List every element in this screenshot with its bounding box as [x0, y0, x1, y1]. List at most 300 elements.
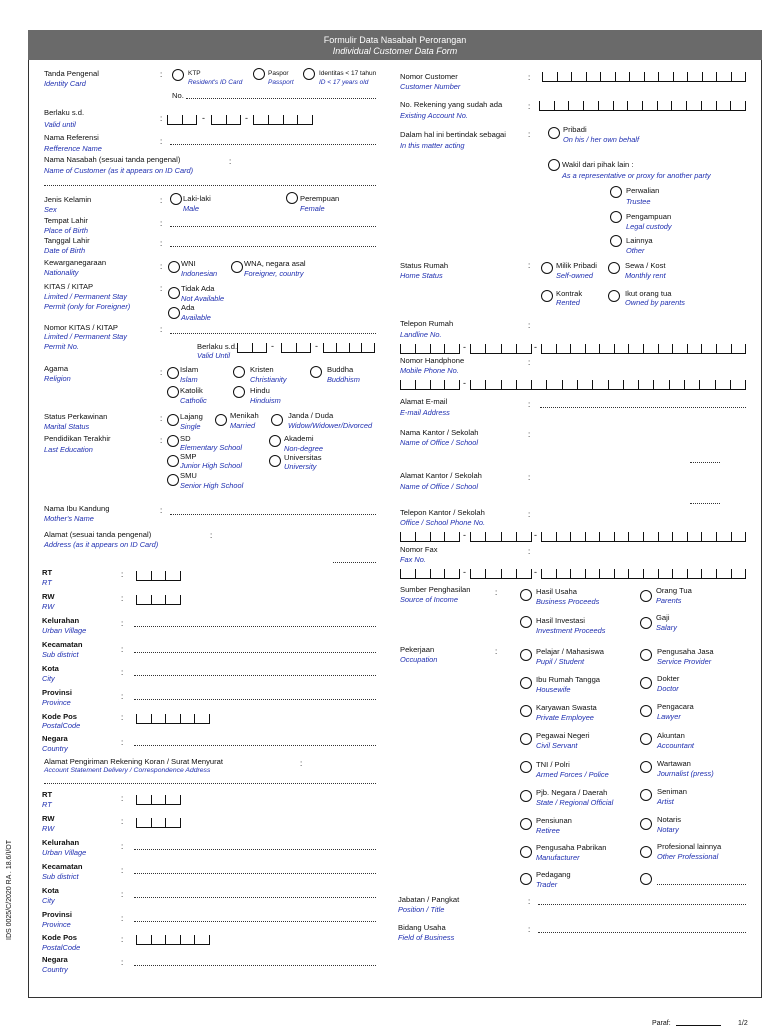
parents-home-radio[interactable] — [608, 290, 620, 302]
office-phone-label: Telepon Kantor / Sekolah — [400, 508, 485, 517]
rt-label-en: RT — [42, 578, 52, 587]
customer-name-label: Nama Nasabah (sesuai tanda pengenal) — [44, 155, 181, 164]
married-label-en: Married — [230, 421, 256, 430]
single-label: Lajang — [180, 412, 203, 421]
elementary-radio[interactable] — [167, 435, 179, 447]
kitas-valid-year[interactable] — [323, 343, 375, 353]
office-name-label: Nama Kantor / Sekolah — [400, 428, 479, 437]
landline-number[interactable] — [541, 344, 746, 354]
mailing-address-label: Alamat Pengiriman Rekening Koran / Surat Menyurat — [44, 757, 223, 766]
widowed-radio[interactable] — [271, 414, 283, 426]
trustee-label: Perwalian — [626, 186, 660, 195]
senior-high-label: SMU — [180, 471, 197, 480]
identity-label: Tanda Pengenal — [44, 69, 99, 78]
kitas-available-label-en: Available — [181, 313, 211, 322]
district-field[interactable] — [134, 652, 376, 653]
notary-label: Notaris — [657, 815, 682, 824]
kitas-valid-day[interactable] — [237, 343, 267, 353]
occupation-label: Pekerjaan — [400, 645, 435, 654]
office-name-label-en: Name of Office / School — [400, 438, 479, 447]
education-label: Pendidikan Terakhir — [44, 434, 111, 443]
artist-label-en: Artist — [657, 797, 674, 806]
service-provider-label: Pengusaha Jasa — [657, 647, 714, 656]
elementary-label: SD — [180, 434, 191, 443]
page-number: 1/2 — [738, 1020, 748, 1027]
rent-radio[interactable] — [608, 262, 620, 274]
salary-radio[interactable] — [640, 617, 652, 629]
notary-label-en: Notary — [657, 825, 679, 834]
buddha-label-en: Buddhism — [327, 375, 360, 384]
birthdate-field[interactable] — [170, 246, 376, 247]
birthplace-label-en: Place of Birth — [44, 226, 88, 235]
city-label: Kota — [42, 664, 59, 673]
proxy-label-en: As a representative or proxy for another party — [562, 171, 711, 180]
civil-servant-radio[interactable] — [520, 733, 532, 745]
mail-postal-field[interactable] — [136, 935, 210, 945]
reference-label: Nama Referensi — [44, 133, 99, 142]
rented-radio[interactable] — [541, 290, 553, 302]
wni-label-en: Indonesian — [181, 269, 218, 278]
accountant-label: Akuntan — [657, 731, 685, 740]
housewife-label-en: Housewife — [536, 685, 571, 694]
manufacturer-label: Pengusaha Pabrikan — [536, 843, 607, 852]
province-field[interactable] — [134, 699, 376, 700]
mail-rt-label-en: RT — [42, 800, 52, 809]
parents-home-label: Ikut orang tua — [625, 289, 672, 298]
business-field-label: Bidang Usaha — [398, 923, 446, 932]
reference-field[interactable] — [170, 144, 376, 145]
self-owned-radio[interactable] — [541, 262, 553, 274]
civil-servant-label: Pegawai Negeri — [536, 731, 590, 740]
kitas-number-label: Nomor KITAS / KITAP — [44, 323, 118, 332]
mailing-address-field[interactable] — [44, 783, 376, 784]
income-source-label-en: Source of Income — [400, 595, 458, 604]
nationality-label: Kewarganegaraan — [44, 258, 107, 267]
occupation-label-en: Occupation — [400, 655, 438, 664]
mail-village-field[interactable] — [134, 849, 376, 850]
province-label-en: Province — [42, 698, 71, 707]
email-label: Alamat E-mail — [400, 397, 448, 406]
country-label-en: Country — [42, 744, 68, 753]
passport-label-en: Passport — [268, 79, 294, 86]
office-phone-prefix[interactable] — [470, 532, 532, 542]
own-behalf-label: Pribadi — [563, 125, 587, 134]
other-proxy-label-en: Other — [626, 246, 645, 255]
other-proxy-radio[interactable] — [610, 235, 622, 247]
valid-until-year[interactable] — [253, 115, 313, 125]
own-behalf-label-en: On his / her own behalf — [563, 135, 640, 144]
journalist-label-en: Journalist (press) — [657, 769, 714, 778]
academy-radio[interactable] — [269, 435, 281, 447]
other-proxy-label: Lainnya — [626, 236, 653, 245]
other-professional-label: Profesional lainnya — [657, 842, 722, 851]
form-code: IDS 0025/C/2020 RA . 18.6/I/OT — [6, 840, 13, 940]
proxy-label: Wakil dari pihak lain : — [562, 160, 634, 169]
valid-until-month[interactable] — [211, 115, 241, 125]
passport-radio[interactable] — [253, 68, 265, 80]
lawyer-label: Pengacara — [657, 702, 694, 711]
islam-label-en: Islam — [180, 375, 198, 384]
male-label: Laki-laki — [183, 194, 211, 203]
identity-label-en: Identity Card — [44, 79, 86, 88]
existing-account-label-en: Existing Account No. — [400, 111, 468, 120]
mail-postal-label-en: PostalCode — [42, 943, 81, 952]
christian-label: Kristen — [250, 365, 274, 374]
rt-field[interactable] — [136, 571, 181, 581]
accountant-label-en: Accountant — [657, 741, 694, 750]
income-source-label: Sumber Penghasilan — [400, 585, 471, 594]
other-professional-radio[interactable] — [640, 846, 652, 858]
service-provider-label-en: Service Provider — [657, 657, 712, 666]
private-employee-label-en: Private Employee — [536, 713, 594, 722]
police-label-en: Armed Forces / Police — [536, 770, 609, 779]
mail-province-label-en: Province — [42, 920, 71, 929]
salary-label: Gaji — [656, 613, 670, 622]
student-label: Pelajar / Mahasiswa — [536, 647, 604, 656]
junior-high-label-en: Junior High School — [180, 461, 243, 470]
hindu-label: Hindu — [250, 386, 270, 395]
district-label-en: Sub district — [42, 650, 79, 659]
religion-label-en: Religion — [44, 374, 71, 383]
marital-label: Status Perkawinan — [44, 412, 108, 421]
senior-high-radio[interactable] — [167, 474, 179, 486]
id-number-label: No. — [172, 91, 184, 100]
mail-district-label-en: Sub district — [42, 872, 79, 881]
mother-name-label-en: Mother's Name — [44, 514, 94, 523]
junior-high-radio[interactable] — [167, 455, 179, 467]
province-label: Provinsi — [42, 688, 72, 697]
minor-id-label-en: ID < 17 years old — [319, 79, 369, 86]
sex-label-en: Sex — [44, 205, 57, 214]
office-name-field[interactable] — [690, 462, 720, 463]
valid-until-day[interactable] — [167, 115, 197, 125]
form-header — [28, 30, 762, 60]
parents-home-label-en: Owned by parents — [625, 298, 685, 307]
kitas-available-radio[interactable] — [168, 307, 180, 319]
nationality-label-en: Nationality — [44, 268, 79, 277]
private-employee-label: Karyawan Swasta — [536, 703, 597, 712]
self-owned-label-en: Self-owned — [556, 271, 593, 280]
parents-income-label: Orang Tua — [656, 586, 692, 595]
manufacturer-label-en: Manufacturer — [536, 853, 580, 862]
kitas-none-label: Tidak Ada — [181, 284, 215, 293]
office-phone-number[interactable] — [541, 532, 746, 542]
birthplace-label: Tempat Lahir — [44, 216, 88, 225]
district-label: Kecamatan — [42, 640, 83, 649]
position-field[interactable] — [538, 904, 746, 905]
custody-radio[interactable] — [610, 211, 622, 223]
position-label-en: Position / Title — [398, 905, 445, 914]
artist-label: Seniman — [657, 787, 687, 796]
customer-number-label: Nomor Customer — [400, 72, 458, 81]
single-label-en: Single — [180, 422, 201, 431]
valid-until-label: Berlaku s.d. — [44, 108, 85, 117]
housewife-radio[interactable] — [520, 677, 532, 689]
widowed-label-en: Widow/Widower/Divorced — [288, 421, 373, 430]
mail-rw-label-en: RW — [42, 824, 55, 833]
business-field-field[interactable] — [538, 932, 746, 933]
mail-province-field[interactable] — [134, 921, 376, 922]
landline-label-en: Landline No. — [400, 330, 442, 339]
catholic-radio[interactable] — [167, 386, 179, 398]
birthdate-label-en: Date of Birth — [44, 246, 86, 255]
customer-name-field[interactable] — [44, 185, 376, 186]
university-radio[interactable] — [269, 455, 281, 467]
male-radio[interactable] — [170, 193, 182, 205]
mail-rw-label: RW — [42, 814, 55, 823]
reference-label-en: Refference Name — [44, 144, 102, 153]
business-proceeds-label-en: Business Proceeds — [536, 597, 600, 606]
notary-radio[interactable] — [640, 818, 652, 830]
investment-radio[interactable] — [520, 616, 532, 628]
police-label: TNI / Polri — [536, 760, 570, 769]
paraf-field[interactable] — [676, 1025, 721, 1026]
retiree-radio[interactable] — [520, 818, 532, 830]
student-radio[interactable] — [520, 649, 532, 661]
kitas-none-label-en: Not Available — [181, 294, 225, 303]
existing-account-field[interactable] — [539, 101, 746, 111]
lawyer-label-en: Lawyer — [657, 712, 681, 721]
kitas-valid-label-en: Valid Until — [197, 351, 230, 360]
form-title: Formulir Data Nasabah Perorangan — [323, 35, 467, 45]
email-label-en: E-mail Address — [400, 408, 450, 417]
trader-label: Pedagang — [536, 870, 571, 879]
customer-name-label-en: Name of Customer (as it appears on ID Card) — [44, 166, 194, 175]
mother-name-field[interactable] — [170, 514, 376, 515]
trader-radio[interactable] — [520, 873, 532, 885]
trader-label-en: Trader — [536, 880, 558, 889]
customer-number-label-en: Customer Number — [400, 82, 461, 91]
wna-radio[interactable] — [231, 261, 243, 273]
landline-prefix[interactable] — [470, 344, 532, 354]
senior-high-label-en: Senior High School — [180, 481, 244, 490]
female-label-en: Female — [300, 204, 325, 213]
christian-radio[interactable] — [233, 366, 245, 378]
manufacturer-radio[interactable] — [520, 846, 532, 858]
mail-rt-field[interactable] — [136, 795, 181, 805]
minor-id-label: Identitas < 17 tahun — [319, 70, 377, 77]
mobile-number[interactable] — [470, 380, 746, 390]
state-official-radio[interactable] — [520, 790, 532, 802]
landline-area[interactable] — [400, 344, 460, 354]
address-label: Alamat (sesuai tanda pengenal) — [44, 530, 152, 539]
postal-field[interactable] — [136, 714, 210, 724]
mail-country-label: Negara — [42, 955, 68, 964]
islam-label: Islam — [180, 365, 199, 374]
wna-label-en: Foreigner, country — [244, 269, 304, 278]
rented-label: Kontrak — [556, 289, 583, 298]
education-label-en: Last Education — [44, 445, 93, 454]
mail-city-field[interactable] — [134, 897, 376, 898]
kitas-label-en2: Permit (only for Foreigner) — [44, 302, 131, 311]
service-provider-radio[interactable] — [640, 649, 652, 661]
investment-label-en: Investment Proceeds — [536, 626, 606, 635]
valid-until-label-en: Valid until — [44, 120, 76, 129]
rw-label-en: RW — [42, 602, 55, 611]
state-official-label-en: State / Regional Official — [536, 798, 614, 807]
minor-id-radio[interactable] — [303, 68, 315, 80]
postal-label-en: PostalCode — [42, 721, 81, 730]
office-address-label-en: Name of Office / School — [400, 482, 479, 491]
mail-village-label-en: Urban Village — [42, 848, 87, 857]
mail-province-label: Provinsi — [42, 910, 72, 919]
mail-rt-label: RT — [42, 790, 53, 799]
student-label-en: Pupil / Student — [536, 657, 585, 666]
retiree-label-en: Retiree — [536, 826, 560, 835]
rw-field[interactable] — [136, 595, 181, 605]
mail-postal-label: Kode Pos — [42, 933, 78, 942]
sex-label: Jenis Kelamin — [44, 195, 92, 204]
office-phone-label-en: Office / School Phone No. — [400, 518, 486, 527]
birthplace-field[interactable] — [170, 226, 376, 227]
position-label: Jabatan / Pangkat — [398, 895, 460, 904]
buddha-label: Buddha — [327, 365, 354, 374]
existing-account-label: No. Rekening yang sudah ada — [400, 100, 503, 109]
custody-label-en: Legal custody — [626, 222, 672, 231]
rw-label: RW — [42, 592, 55, 601]
mail-rw-field[interactable] — [136, 818, 181, 828]
wni-radio[interactable] — [168, 261, 180, 273]
mother-name-label: Nama Ibu Kandung — [44, 504, 110, 513]
islam-radio[interactable] — [167, 367, 179, 379]
female-radio[interactable] — [286, 192, 298, 204]
other-occupation-radio[interactable] — [640, 873, 652, 885]
hindu-label-en: Hinduism — [250, 396, 281, 405]
customer-number-field[interactable] — [542, 72, 746, 82]
ktp-label: KTP — [188, 70, 201, 77]
male-label-en: Male — [183, 204, 200, 213]
civil-servant-label-en: Civil Servant — [536, 741, 578, 750]
kitas-valid-label: Berlaku s.d. — [197, 342, 238, 351]
mail-village-label: Kelurahan — [42, 838, 80, 847]
private-employee-radio[interactable] — [520, 705, 532, 717]
police-radio[interactable] — [520, 761, 532, 773]
address-field[interactable] — [333, 562, 376, 563]
kitas-number-field[interactable] — [170, 333, 376, 334]
fax-number[interactable] — [541, 569, 746, 579]
business-field-label-en: Field of Business — [398, 933, 455, 942]
widowed-label: Janda / Duda — [288, 411, 334, 420]
mail-district-label: Kecamatan — [42, 862, 83, 871]
artist-radio[interactable] — [640, 789, 652, 801]
mail-country-label-en: Country — [42, 965, 68, 974]
trustee-label-en: Trustee — [626, 197, 651, 206]
mobile-label-en: Mobile Phone No. — [400, 366, 459, 375]
birthdate-label: Tanggal Lahir — [44, 236, 90, 245]
rented-label-en: Rented — [556, 298, 580, 307]
retiree-label: Pensiunan — [536, 816, 572, 825]
custody-label: Pengampuan — [626, 212, 672, 221]
salary-label-en: Salary — [656, 623, 677, 632]
kitas-number-label-en2: Permit No. — [44, 342, 79, 351]
kitas-number-label-en1: Limited / Permanent Stay — [44, 332, 127, 341]
female-label: Perempuan — [300, 194, 340, 203]
buddha-radio[interactable] — [310, 366, 322, 378]
doctor-radio[interactable] — [640, 677, 652, 689]
catholic-label-en: Catholic — [180, 396, 207, 405]
paraf-label: Paraf: — [652, 1020, 671, 1027]
self-owned-label: Milik Pribadi — [556, 261, 597, 270]
address-label-en: Address (as it appears on ID Card) — [44, 540, 159, 549]
academy-label-en: Non-degree — [284, 444, 324, 453]
postal-label: Kode Pos — [42, 712, 78, 721]
journalist-radio[interactable] — [640, 761, 652, 773]
city-label-en: City — [42, 674, 55, 683]
wni-label: WNI — [181, 259, 196, 268]
ktp-label-en: Resident's ID Card — [188, 79, 243, 86]
single-radio[interactable] — [167, 414, 179, 426]
housewife-label: Ibu Rumah Tangga — [536, 675, 601, 684]
office-phone-area[interactable] — [400, 532, 460, 542]
ktp-radio[interactable] — [172, 69, 184, 81]
investment-label: Hasil Investasi — [536, 616, 585, 625]
office-address-field[interactable] — [690, 503, 720, 504]
mail-city-label: Kota — [42, 886, 59, 895]
catholic-label: Katolik — [180, 386, 203, 395]
parents-income-radio[interactable] — [640, 590, 652, 602]
wna-label: WNA, negara asal — [244, 259, 306, 268]
village-field[interactable] — [134, 626, 376, 627]
acting-as-label-en: In this matter acting — [400, 141, 465, 150]
mobile-prefix[interactable] — [400, 380, 460, 390]
accountant-radio[interactable] — [640, 733, 652, 745]
home-status-label-en: Home Status — [400, 271, 443, 280]
kitas-valid-month[interactable] — [281, 343, 311, 353]
journalist-label: Wartawan — [657, 759, 691, 768]
fax-area[interactable] — [400, 569, 460, 579]
other-professional-label-en: Other Professional — [657, 852, 719, 861]
religion-label: Agama — [44, 364, 69, 373]
trustee-radio[interactable] — [610, 186, 622, 198]
doctor-label: Dokter — [657, 674, 680, 683]
hindu-radio[interactable] — [233, 386, 245, 398]
fax-label: Nomor Fax — [400, 545, 438, 554]
state-official-label: Pjb. Negara / Daerah — [536, 788, 608, 797]
parents-income-label-en: Parents — [656, 596, 682, 605]
business-proceeds-radio[interactable] — [520, 589, 532, 601]
married-label: Menikah — [230, 411, 259, 420]
country-label: Negara — [42, 734, 68, 743]
email-field[interactable] — [540, 407, 746, 408]
fax-label-en: Fax No. — [400, 555, 426, 564]
business-proceeds-label: Hasil Usaha — [536, 587, 577, 596]
kitas-none-radio[interactable] — [168, 287, 180, 299]
mail-district-field[interactable] — [134, 873, 376, 874]
kitas-available-label: Ada — [181, 303, 195, 312]
id-number-field[interactable] — [186, 98, 376, 99]
lawyer-radio[interactable] — [640, 705, 652, 717]
rent-label: Sewa / Kost — [625, 261, 666, 270]
mail-country-field[interactable] — [134, 965, 376, 966]
junior-high-label: SMP — [180, 452, 197, 461]
marital-label-en: Marital Status — [44, 422, 90, 431]
mail-city-label-en: City — [42, 896, 55, 905]
other-occupation-field[interactable] — [657, 884, 746, 885]
own-behalf-radio[interactable] — [548, 127, 560, 139]
rent-label-en: Monthly rent — [625, 271, 666, 280]
village-label: Kelurahan — [42, 616, 80, 625]
proxy-radio[interactable] — [548, 159, 560, 171]
married-radio[interactable] — [215, 414, 227, 426]
kitas-label-en1: Limited / Permanent Stay — [44, 292, 127, 301]
fax-prefix[interactable] — [470, 569, 532, 579]
city-field[interactable] — [134, 675, 376, 676]
academy-label: Akademi — [284, 434, 314, 443]
village-label-en: Urban Village — [42, 626, 87, 635]
landline-label: Telepon Rumah — [400, 319, 454, 328]
rt-label: RT — [42, 568, 53, 577]
country-field[interactable] — [134, 745, 376, 746]
